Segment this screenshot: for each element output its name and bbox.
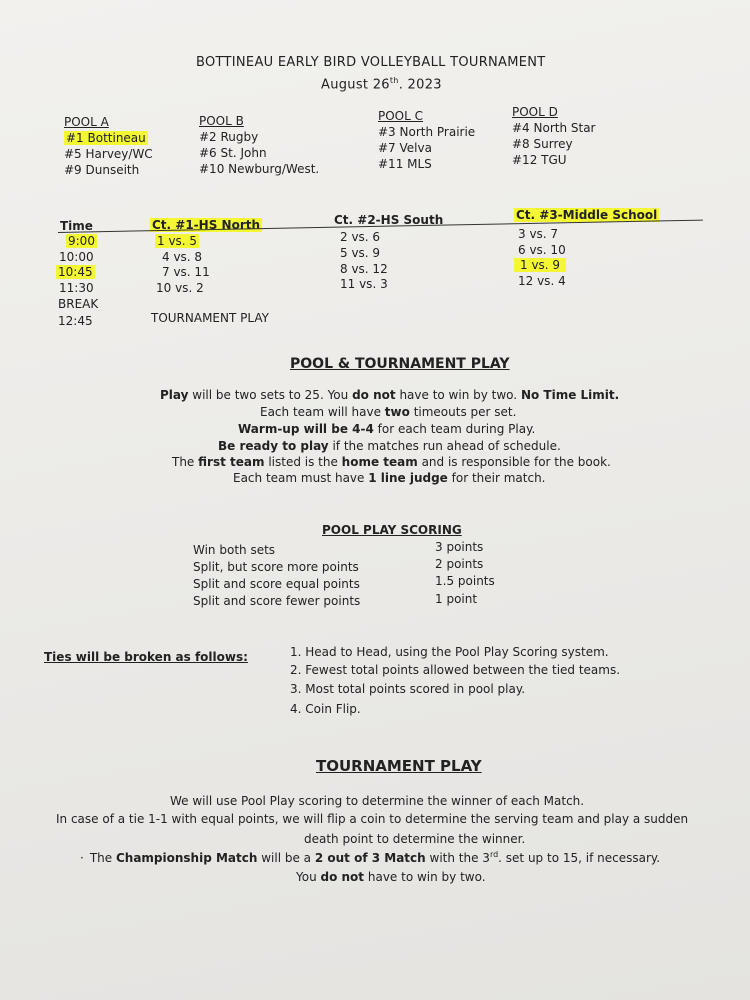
document-date: August 26th. 2023 <box>321 76 442 93</box>
time-slot: BREAK <box>58 297 99 311</box>
pool-team: #5 Harvey/WC <box>64 147 153 161</box>
schedule-header-court2: Ct. #2-HS South <box>334 213 444 227</box>
pool-tournament-heading: POOL & TOURNAMENT PLAY <box>290 356 510 372</box>
pool-c <box>378 108 475 172</box>
time-slot: 10:45 <box>58 265 93 279</box>
tie-rule: 1. Head to Head, using the Pool Play Scoring system. <box>290 645 609 659</box>
time-slot: 11:30 <box>59 281 94 295</box>
pool-team: #9 Dunseith <box>64 163 140 177</box>
rule-line: Play will be two sets to 25. You do not have to win by two. No Time Limit. <box>160 388 620 402</box>
pool-b <box>199 113 319 177</box>
scoring-points: 3 points <box>435 540 484 554</box>
tie-rule: 3. Most total points scored in pool play. <box>290 682 526 696</box>
schedule-header-time: Time <box>60 219 93 233</box>
document-title: BOTTINEAU EARLY BIRD VOLLEYBALL TOURNAMENT <box>196 55 546 70</box>
rule-line: Each team will have two timeouts per set. <box>260 405 517 419</box>
pool-team: #2 Rugby <box>199 130 259 144</box>
pool-team: #10 Newburg/West. <box>199 162 320 176</box>
pool-team: #7 Velva <box>378 141 432 155</box>
court2-match: 2 vs. 6 <box>340 230 381 244</box>
pool-name: POOL B <box>199 114 244 128</box>
scoring-label: Split and score equal points <box>193 577 360 591</box>
tie-rule: 4. Coin Flip. <box>290 702 361 716</box>
pool-team: #11 MLS <box>378 157 432 171</box>
court3-match: 6 vs. 10 <box>518 243 566 257</box>
pool-team: #4 North Star <box>512 121 596 135</box>
time-slot: 9:00 <box>68 234 95 248</box>
court3-match: 3 vs. 7 <box>518 227 559 241</box>
pool-d <box>512 104 596 168</box>
court2-match: 8 vs. 12 <box>340 262 388 276</box>
scoring-points: 2 points <box>435 557 484 571</box>
tournament-heading: TOURNAMENT PLAY <box>316 757 482 775</box>
scoring-label: Win both sets <box>193 543 276 557</box>
time-slot: 10:00 <box>59 250 94 264</box>
pool-name: POOL D <box>512 105 558 119</box>
ties-heading: Ties will be broken as follows: <box>44 650 248 664</box>
pool-team: #8 Surrey <box>512 137 573 151</box>
tournament-line: · The Championship Match will be a 2 out of 3 Match with the 3rd. set up to 15, if necessary. <box>80 850 661 865</box>
court1-match: 4 vs. 8 <box>162 250 203 264</box>
schedule-header-court1: Ct. #1-HS North <box>152 218 261 232</box>
court1-match: 1 vs. 5 <box>157 234 198 248</box>
tournament-play-label: TOURNAMENT PLAY <box>151 311 269 325</box>
court1-match: 7 vs. 11 <box>162 265 210 279</box>
rule-line: Be ready to play if the matches run ahead of schedule. <box>218 439 561 453</box>
schedule-header-court3: Ct. #3-Middle School <box>516 208 658 222</box>
court2-match: 5 vs. 9 <box>340 246 381 260</box>
pool-name: POOL C <box>378 109 424 123</box>
tie-rule: 2. Fewest total points allowed between the tied teams. <box>290 663 621 677</box>
pool-team: #6 St. John <box>199 146 267 160</box>
tournament-line: death point to determine the winner. <box>304 832 526 846</box>
pool-a <box>64 114 153 178</box>
tournament-line: We will use Pool Play scoring to determine the winner of each Match. <box>170 794 585 808</box>
scoring-label: Split and score fewer points <box>193 594 361 608</box>
rule-line: The first team listed is the home team and is responsible for the book. <box>172 455 611 469</box>
scoring-points: 1 point <box>435 592 478 606</box>
time-slot: 12:45 <box>58 314 93 328</box>
scoring-label: Split, but score more points <box>193 560 359 574</box>
court3-match: 1 vs. 9 <box>514 258 566 272</box>
scoring-heading: POOL PLAY SCORING <box>322 523 462 537</box>
pool-name: POOL A <box>64 115 109 129</box>
pool-team: #3 North Prairie <box>378 125 476 139</box>
pool-team: #1 Bottineau <box>66 131 146 145</box>
tournament-line: In case of a tie 1-1 with equal points, we will flip a coin to determine the serving team and play a sudden <box>56 812 689 826</box>
court2-match: 11 vs. 3 <box>340 277 388 291</box>
court1-match: 10 vs. 2 <box>156 281 204 295</box>
scoring-points: 1.5 points <box>435 574 495 588</box>
tournament-line: You do not have to win by two. <box>296 870 486 884</box>
rule-line: Warm-up will be 4-4 for each team during Play. <box>238 422 536 436</box>
pool-team: #12 TGU <box>512 153 567 167</box>
rule-line: Each team must have 1 line judge for their match. <box>233 471 546 485</box>
court3-match: 12 vs. 4 <box>518 274 566 288</box>
